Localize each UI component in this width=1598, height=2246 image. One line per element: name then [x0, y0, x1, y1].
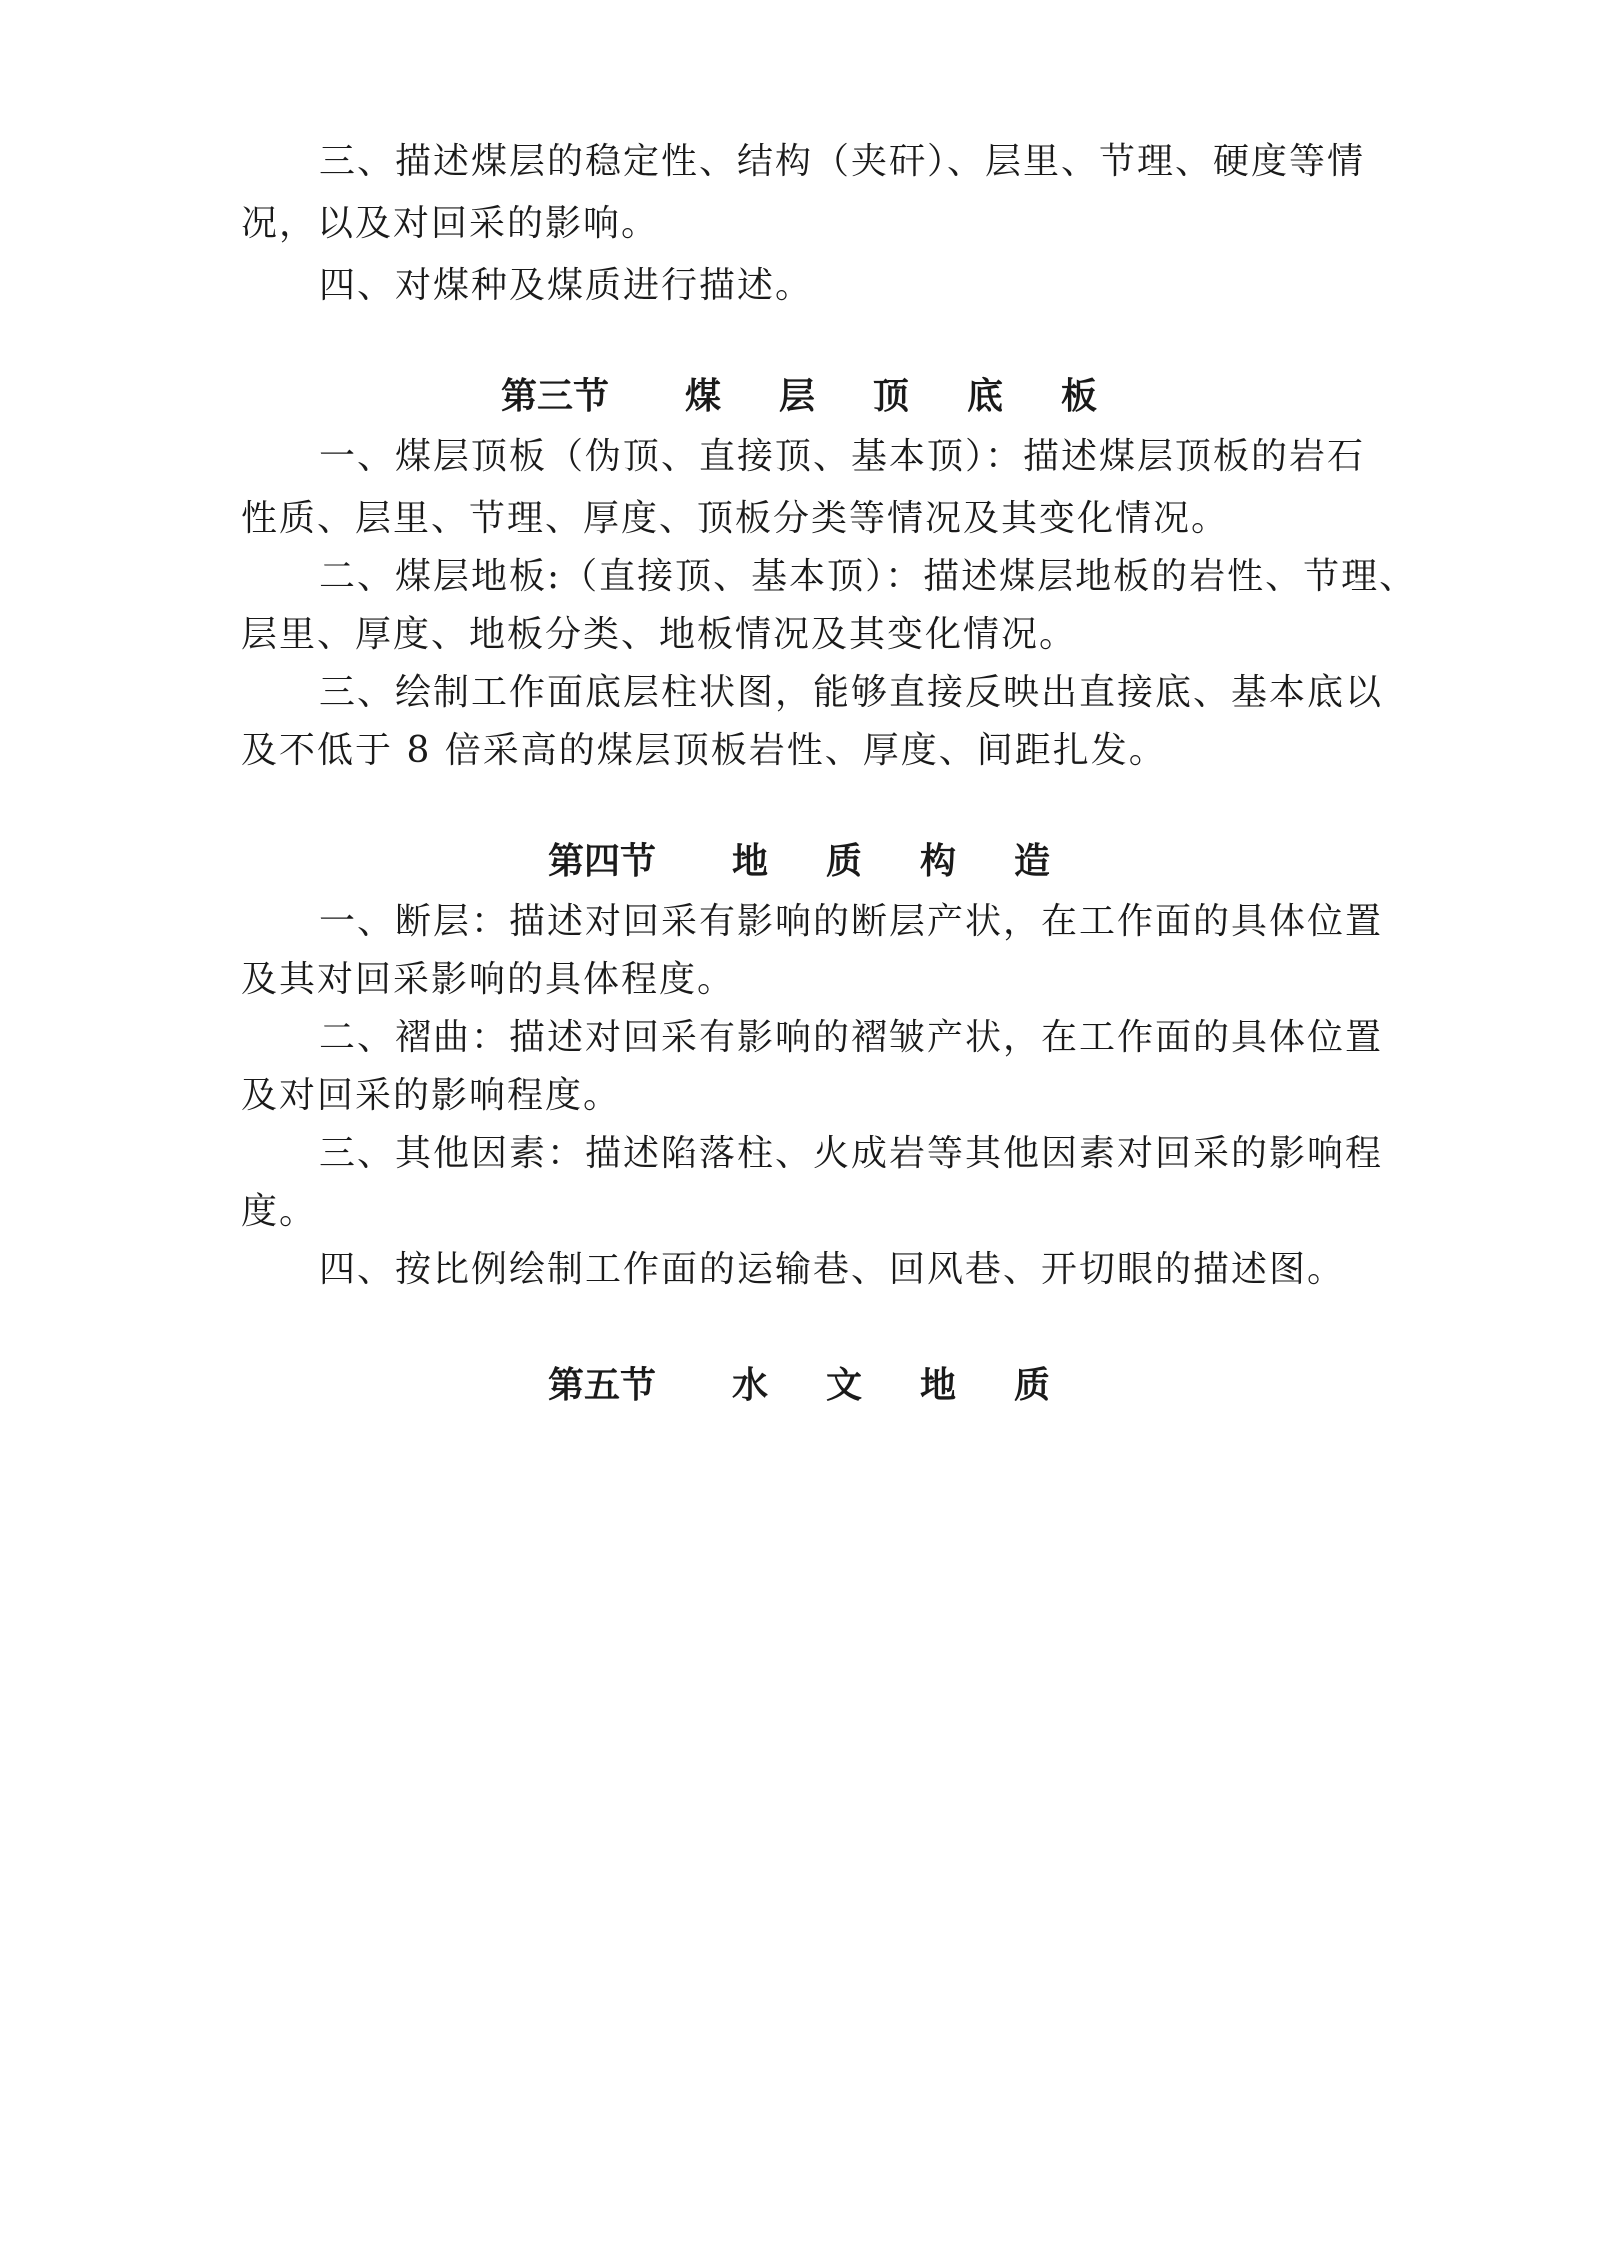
heading-char: 底: [967, 375, 1004, 417]
paragraph-line: 层里、厚度、地板分类、地板情况及其变化情况。: [241, 614, 1078, 655]
paragraph-line: 四、按比例绘制工作面的运输巷、回风巷、开切眼的描述图。: [319, 1249, 1346, 1290]
paragraph-line: 三、绘制工作面底层柱状图，能够直接反映出直接底、基本底以: [319, 672, 1384, 713]
heading-char: 文: [825, 1364, 862, 1406]
heading-char: 质: [825, 840, 862, 882]
section-heading-4: [0, 838, 1598, 884]
heading-prefix: 第三节: [500, 375, 609, 417]
paragraph-line: 一、断层：描述对回采有影响的断层产状，在工作面的具体位置: [319, 901, 1384, 942]
paragraph-line: 性质、层里、节理、厚度、顶板分类等情况及其变化情况。: [241, 498, 1230, 539]
paragraph-line: 三、其他因素：描述陷落柱、火成岩等其他因素对回采的影响程: [319, 1133, 1384, 1174]
paragraph-line: 二、煤层地板:（直接顶、基本顶）：描述煤层地板的岩性、节理、: [319, 556, 1418, 597]
heading-prefix: 第五节: [547, 1364, 656, 1406]
heading-char: 造: [1014, 840, 1051, 882]
heading-prefix: 第四节: [547, 840, 656, 882]
paragraph-line: 四、对煤种及煤质进行描述。: [319, 265, 814, 306]
paragraph-line: 及其对回采影响的具体程度。: [241, 959, 736, 1000]
heading-char: 地: [920, 1364, 957, 1406]
paragraph-line: 况，以及对回采的影响。: [241, 203, 660, 244]
heading-char: 构: [920, 840, 957, 882]
paragraph-line: 一、煤层顶板（伪顶、直接顶、基本顶）：描述煤层顶板的岩石: [319, 436, 1366, 477]
heading-char: 水: [731, 1364, 768, 1406]
section-heading-5: [0, 1362, 1598, 1408]
heading-char: 地: [731, 840, 768, 882]
paragraph-line: 及不低于 8 倍采高的煤层顶板岩性、厚度、间距扎发。: [241, 730, 1167, 771]
heading-char: 质: [1014, 1364, 1051, 1406]
paragraph-line: 二、褶曲：描述对回采有影响的褶皱产状，在工作面的具体位置: [319, 1017, 1384, 1058]
heading-char: 顶: [873, 375, 910, 417]
heading-char: 板: [1061, 375, 1098, 417]
paragraph-line: 及对回采的影响程度。: [241, 1075, 622, 1116]
paragraph-line: 三、描述煤层的稳定性、结构（夹矸）、层里、节理、硬度等情: [319, 141, 1366, 182]
heading-char: 煤: [684, 375, 721, 417]
heading-char: 层: [778, 375, 815, 417]
section-heading-3: [0, 373, 1598, 419]
paragraph-line: 度。: [241, 1191, 318, 1232]
